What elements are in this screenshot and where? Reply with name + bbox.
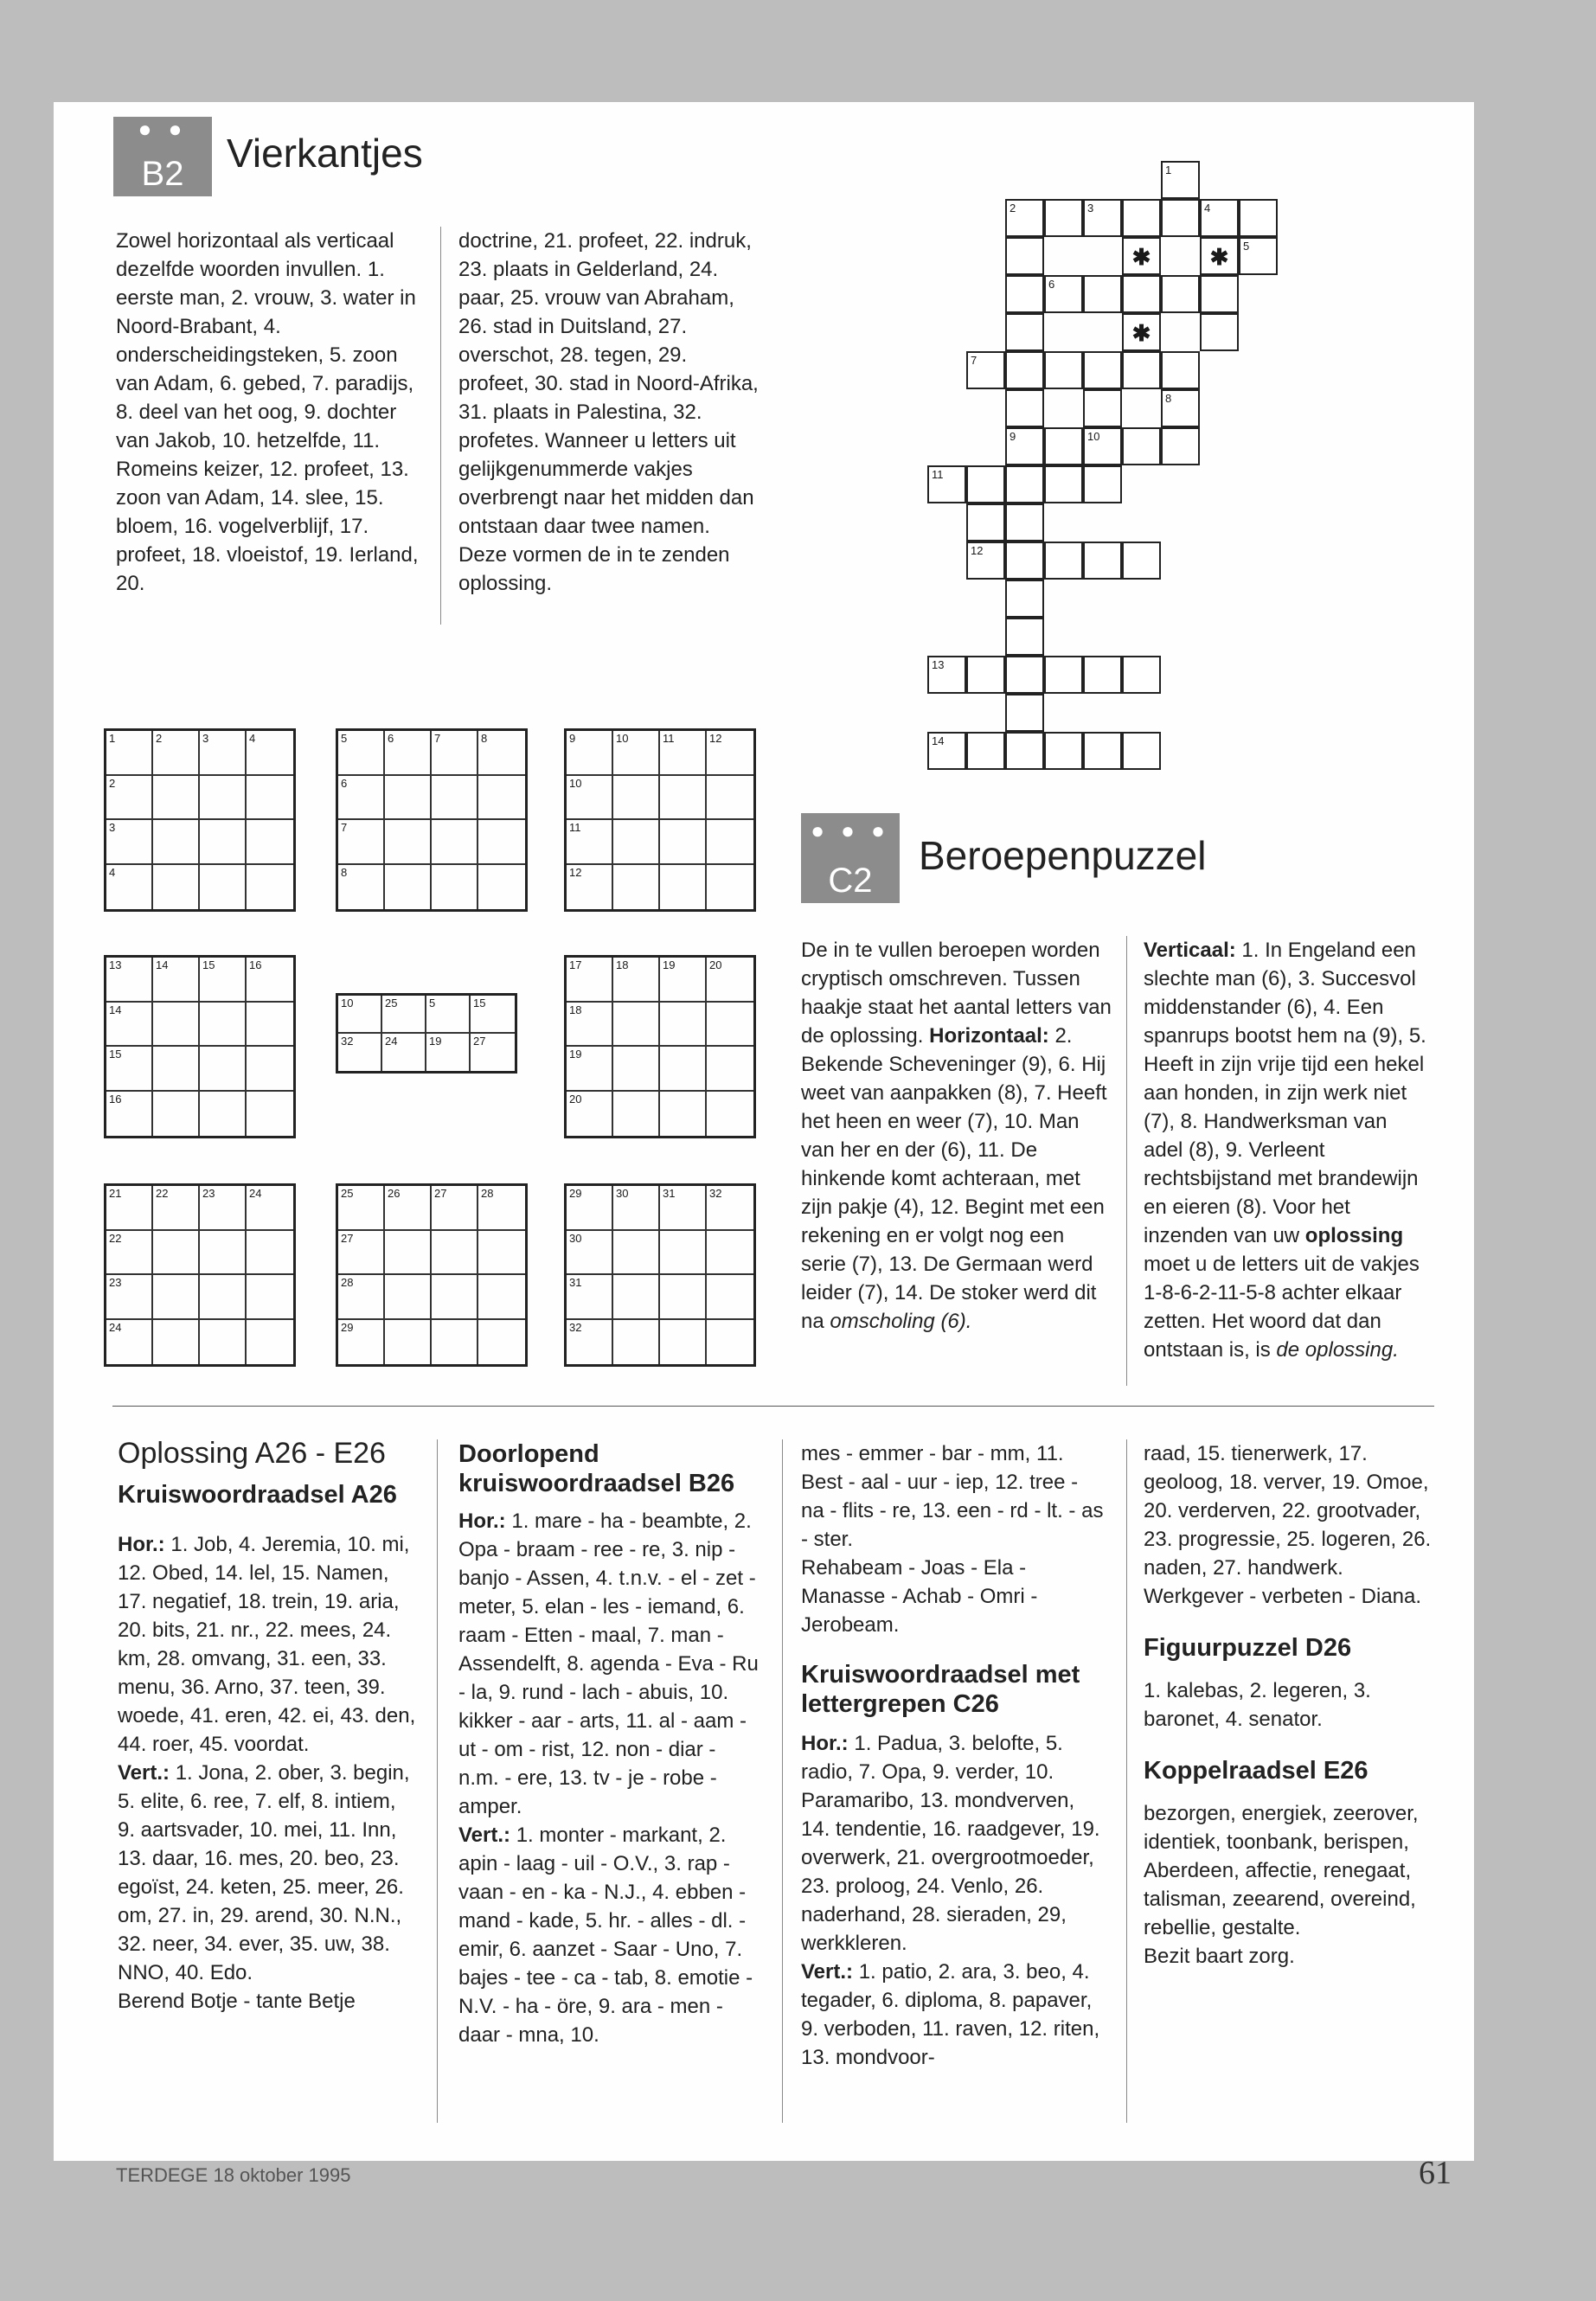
grid-cell[interactable] xyxy=(707,1092,753,1137)
grid-cell[interactable] xyxy=(200,1047,247,1092)
grid-cell[interactable] xyxy=(660,1047,707,1092)
crossword-cell[interactable] xyxy=(1239,237,1278,275)
grid-cell[interactable] xyxy=(613,776,660,821)
crossword-cell[interactable] xyxy=(1083,427,1122,465)
grid-cell[interactable]: 8 xyxy=(338,865,385,910)
crossword-cell[interactable] xyxy=(1005,389,1044,427)
grid-cell[interactable]: 2 xyxy=(106,776,153,821)
column-divider xyxy=(782,1439,783,2123)
crossword-cell[interactable] xyxy=(1083,542,1122,580)
grid-cell[interactable]: 1 xyxy=(106,731,153,776)
crossword-cell[interactable] xyxy=(966,542,1005,580)
word-square-grid xyxy=(104,955,296,1138)
grid-cell[interactable] xyxy=(385,865,432,910)
grid-cell[interactable] xyxy=(660,865,707,910)
grid-cell[interactable]: 7 xyxy=(338,820,385,865)
grid-cell[interactable] xyxy=(613,1047,660,1092)
grid-cell[interactable] xyxy=(707,1003,753,1048)
crossword-cell[interactable] xyxy=(966,503,1005,542)
c2-title: Beroepenpuzzel xyxy=(919,833,1207,878)
grid-cell[interactable] xyxy=(707,1320,753,1365)
grid-cell[interactable]: 27 xyxy=(432,1186,478,1231)
crossword-cell[interactable] xyxy=(927,656,966,694)
grid-cell[interactable] xyxy=(153,1231,200,1276)
crossword-cell[interactable] xyxy=(1200,199,1239,237)
crossword-cell[interactable] xyxy=(966,656,1005,694)
grid-cell[interactable]: 18 xyxy=(567,1003,613,1048)
grid-cell[interactable] xyxy=(200,865,247,910)
grid-cell[interactable] xyxy=(613,820,660,865)
crossword-cell[interactable] xyxy=(1083,656,1122,694)
grid-cell[interactable] xyxy=(432,776,478,821)
grid-cell[interactable]: 22 xyxy=(106,1231,153,1276)
grid-cell[interactable] xyxy=(707,1047,753,1092)
crossword-cell[interactable] xyxy=(1083,389,1122,427)
grid-cell[interactable] xyxy=(247,820,293,865)
c2-col2 xyxy=(1144,936,1429,1364)
crossword-cell[interactable] xyxy=(1005,199,1044,237)
word-square-grid xyxy=(564,955,756,1138)
crossword-cell[interactable] xyxy=(1005,313,1044,351)
crossword-cell[interactable] xyxy=(1122,656,1161,694)
c2-hor-label: Horizontaal: xyxy=(929,1024,1049,1048)
grid-cell[interactable] xyxy=(153,865,200,910)
solutions-col3 xyxy=(801,1439,1104,2072)
word-square-grid xyxy=(336,1183,528,1367)
grid-cell[interactable]: 14 xyxy=(106,1003,153,1048)
grid-cell[interactable]: 19 xyxy=(660,958,707,1003)
solutions-col4 xyxy=(1144,1439,1438,1971)
grid-cell[interactable] xyxy=(200,1320,247,1365)
grid-cell[interactable]: 10 xyxy=(613,731,660,776)
c2-col1 xyxy=(801,936,1112,1336)
grid-cell[interactable]: 3 xyxy=(106,820,153,865)
puzzle-code: C2 xyxy=(828,862,873,900)
footer-magazine: TERDEGE 18 oktober 1995 xyxy=(116,2164,351,2186)
grid-cell[interactable] xyxy=(247,1092,293,1137)
grid-cell[interactable] xyxy=(153,1275,200,1320)
kl-vert: 1. patio, 2. ara, 3. beo, 4. tegader, 6. diploma, 8. papaver, 9. verboden, 11. raven, 12. riten, 13. mondvoor- xyxy=(801,1960,1100,2069)
clue-number: 7 xyxy=(971,354,977,367)
star-icon: ✱ xyxy=(1131,244,1151,270)
crossword-cell[interactable] xyxy=(1122,275,1161,313)
word-square-grid xyxy=(336,728,528,912)
crossword-cell[interactable] xyxy=(1044,199,1083,237)
crossword-cell[interactable] xyxy=(1200,275,1239,313)
crossword-cell[interactable] xyxy=(966,351,1005,389)
c2-vert-label: Verticaal: xyxy=(1144,939,1236,962)
c2-hor-clues: 2. Bekende Scheveninger (9), 6. Hij weet van aanpakken (8), 7. Heeft het heen en weer (7), 10. Man van her en der (6), 11. De hinkende komt achteraan, met zijn pakje (4), 12. Begint met een rekening en er volgt nog een serie (7), 13. De Germaan werd leider (7), 14. De stoker werd dit na xyxy=(801,1024,1107,1333)
column-divider xyxy=(437,1439,438,2123)
crossword-cell[interactable] xyxy=(1161,199,1200,237)
grid-cell[interactable] xyxy=(385,1231,432,1276)
crossword-cell[interactable] xyxy=(1005,351,1044,389)
grid-cell[interactable] xyxy=(200,1003,247,1048)
column-divider xyxy=(440,227,441,625)
grid-cell[interactable]: 15 xyxy=(106,1047,153,1092)
grid-cell[interactable]: 12 xyxy=(567,865,613,910)
grid-cell[interactable]: 32 xyxy=(567,1320,613,1365)
crossword-cell[interactable] xyxy=(1083,199,1122,237)
grid-cell[interactable]: 23 xyxy=(106,1275,153,1320)
crossword-cell[interactable] xyxy=(1161,389,1200,427)
grid-cell[interactable] xyxy=(660,1231,707,1276)
grid-cell[interactable]: 19 xyxy=(567,1047,613,1092)
c2-send-italic: de oplossing. xyxy=(1276,1338,1399,1362)
grid-cell[interactable] xyxy=(200,1231,247,1276)
kl-extra: Werkgever - verbeten - Diana. xyxy=(1144,1585,1422,1608)
grid-cell[interactable]: 30 xyxy=(567,1231,613,1276)
difficulty-dots: ● ● xyxy=(138,116,188,142)
column-divider xyxy=(1126,936,1127,1386)
c2-send-rest: moet u de letters uit de vakjes 1-8-6-2-11-5-8 achter elkaar zetten. Het woord dat dan ontstaan is, is xyxy=(1144,1253,1420,1362)
crossword-cell[interactable] xyxy=(1161,351,1200,389)
grid-cell[interactable]: 31 xyxy=(567,1275,613,1320)
center-solution-grid xyxy=(336,993,517,1074)
grid-cell[interactable]: 14 xyxy=(153,958,200,1003)
grid-cell[interactable]: 10 xyxy=(338,996,382,1034)
grid-cell[interactable] xyxy=(385,1320,432,1365)
crossword-cell[interactable] xyxy=(1083,275,1122,313)
column-divider xyxy=(1126,1439,1127,2123)
grid-cell[interactable]: 24 xyxy=(247,1186,293,1231)
crossword-cell[interactable] xyxy=(1161,427,1200,465)
grid-cell[interactable]: 21 xyxy=(106,1186,153,1231)
grid-cell[interactable]: 25 xyxy=(338,1186,385,1231)
b2-title: Vierkantjes xyxy=(227,131,423,176)
grid-cell[interactable]: 28 xyxy=(478,1186,525,1231)
word-square-grid xyxy=(564,728,756,912)
crossword-cell[interactable] xyxy=(1239,199,1278,237)
grid-cell[interactable]: 26 xyxy=(385,1186,432,1231)
crossword-cell[interactable] xyxy=(1005,542,1044,580)
grid-cell[interactable] xyxy=(153,1003,200,1048)
grid-cell[interactable]: 11 xyxy=(660,731,707,776)
grid-cell[interactable]: 32 xyxy=(707,1186,753,1231)
grid-cell[interactable] xyxy=(707,820,753,865)
grid-cell[interactable] xyxy=(660,1092,707,1137)
fp-d26-title: Figuurpuzzel D26 xyxy=(1144,1634,1352,1662)
grid-cell[interactable]: 2 xyxy=(153,731,200,776)
c2-badge xyxy=(801,813,900,903)
grid-cell[interactable] xyxy=(478,776,525,821)
crossword-cell[interactable] xyxy=(966,732,1005,770)
grid-cell[interactable] xyxy=(247,1003,293,1048)
grid-cell[interactable]: 6 xyxy=(338,776,385,821)
grid-cell[interactable]: 30 xyxy=(613,1186,660,1231)
grid-cell[interactable]: 17 xyxy=(567,958,613,1003)
crossword-cell[interactable] xyxy=(1161,161,1200,199)
grid-cell[interactable] xyxy=(385,820,432,865)
dk-continued: mes - emmer - bar - mm, 11. Best - aal - uur - iep, 12. tree - na - flits - re, 13. een - rd - lt. - as - ster. xyxy=(801,1442,1104,1551)
clue-number: 9 xyxy=(1010,430,1016,443)
grid-cell[interactable] xyxy=(613,1003,660,1048)
crossword-cell[interactable] xyxy=(1044,275,1083,313)
grid-cell[interactable] xyxy=(613,1092,660,1137)
crossword-cell[interactable] xyxy=(1200,313,1239,351)
grid-cell[interactable]: 7 xyxy=(432,731,478,776)
grid-cell[interactable] xyxy=(200,1092,247,1137)
grid-cell[interactable] xyxy=(478,1275,525,1320)
grid-cell[interactable] xyxy=(707,776,753,821)
grid-cell[interactable] xyxy=(478,865,525,910)
crossword-cell[interactable] xyxy=(1005,503,1044,542)
grid-cell[interactable]: 24 xyxy=(382,1034,426,1072)
grid-cell[interactable] xyxy=(613,1231,660,1276)
clue-number: 13 xyxy=(932,658,945,671)
dk-hor-label: Hor.: xyxy=(458,1509,506,1533)
kw-vert: 1. Jona, 2. ober, 3. begin, 5. elite, 6. ree, 7. elf, 8. intiem, 9. aartsvader, 10. mei, 11. Inn, 13. daar, 16. mes, 20. beo, 23. egoïst, 24. keten, 25. meer, 26. om, 27. in, 29. arend, 30. N.N., 32. neer, 34. ever, 35. uw, 38. NNO, 40. Edo. xyxy=(118,1761,410,1984)
grid-cell[interactable] xyxy=(247,1275,293,1320)
grid-cell[interactable]: 16 xyxy=(247,958,293,1003)
crossword-cell[interactable] xyxy=(1005,275,1044,313)
crossword-cell[interactable] xyxy=(1122,351,1161,389)
word-square-grid xyxy=(104,1183,296,1367)
grid-cell[interactable] xyxy=(432,1275,478,1320)
crossword-cell[interactable] xyxy=(1122,199,1161,237)
solutions-col2 xyxy=(458,1439,761,2049)
b2-instructions-col1 xyxy=(116,227,420,598)
b2-instructions-col2 xyxy=(458,227,763,598)
kl-hor: 1. Padua, 3. belofte, 5. radio, 7. Opa, 9. verder, 10. Paramaribo, 13. mondverven, 14. tendentie, 16. raadgever, 19. overwerk, 21. overgrootmoeder, 23. proloog, 24. Venlo, 26. naderhand, 28. sieraden, 29, werkkleren. xyxy=(801,1732,1100,1955)
kl-hor-label: Hor.: xyxy=(801,1732,849,1755)
kw-a26-title: Kruiswoordraadsel A26 xyxy=(118,1481,397,1509)
grid-cell[interactable] xyxy=(432,820,478,865)
puzzle-code: B2 xyxy=(141,155,184,193)
crossword-cell[interactable] xyxy=(1122,427,1161,465)
grid-cell[interactable] xyxy=(478,1320,525,1365)
crossword-cell[interactable] xyxy=(1083,465,1122,503)
grid-cell[interactable]: 4 xyxy=(106,865,153,910)
word-square-grid xyxy=(104,728,296,912)
grid-cell[interactable] xyxy=(660,1320,707,1365)
clue-number: 1 xyxy=(1165,163,1172,176)
kw-hor-label: Hor.: xyxy=(118,1533,165,1556)
grid-cell[interactable]: 15 xyxy=(471,996,515,1034)
grid-cell[interactable] xyxy=(660,776,707,821)
star-icon: ✱ xyxy=(1209,244,1229,270)
grid-cell[interactable] xyxy=(660,1275,707,1320)
grid-cell[interactable]: 5 xyxy=(338,731,385,776)
b2-badge xyxy=(113,117,212,196)
crossword-cell[interactable] xyxy=(1005,580,1044,618)
grid-cell[interactable] xyxy=(432,1231,478,1276)
crossword-cell[interactable] xyxy=(1005,465,1044,503)
word-square-grid xyxy=(564,1183,756,1367)
grid-cell[interactable]: 24 xyxy=(106,1320,153,1365)
grid-cell[interactable]: 23 xyxy=(200,1186,247,1231)
kl-continued: raad, 15. tienerwerk, 17. geoloog, 18. verver, 19. Omoe, 20. verderven, 22. grootvader, 23. progressie, 25. logeren, 26. naden, 27. handwerk. xyxy=(1144,1442,1432,1580)
grid-cell[interactable] xyxy=(153,1047,200,1092)
crossword-cell[interactable] xyxy=(1122,313,1161,351)
crossword-cell[interactable] xyxy=(1161,275,1200,313)
crossword-cell[interactable] xyxy=(1005,427,1044,465)
crossword-cell[interactable] xyxy=(1083,732,1122,770)
grid-cell[interactable]: 31 xyxy=(660,1186,707,1231)
grid-cell[interactable] xyxy=(247,865,293,910)
clue-number: 4 xyxy=(1204,202,1211,215)
section-separator xyxy=(112,1406,1434,1407)
grid-cell[interactable]: 13 xyxy=(106,958,153,1003)
grid-cell[interactable] xyxy=(247,1047,293,1092)
grid-cell[interactable] xyxy=(613,1320,660,1365)
grid-cell[interactable] xyxy=(247,1231,293,1276)
grid-cell[interactable] xyxy=(153,1320,200,1365)
grid-cell[interactable]: 32 xyxy=(338,1034,382,1072)
grid-cell[interactable]: 27 xyxy=(338,1231,385,1276)
crossword-cell[interactable] xyxy=(1005,237,1044,275)
grid-cell[interactable] xyxy=(247,776,293,821)
grid-cell[interactable]: 20 xyxy=(707,958,753,1003)
crossword-cell[interactable] xyxy=(1005,656,1044,694)
grid-cell[interactable] xyxy=(432,865,478,910)
crossword-cell[interactable] xyxy=(1044,542,1083,580)
grid-cell[interactable] xyxy=(613,1275,660,1320)
grid-cell[interactable] xyxy=(153,1092,200,1137)
kp-extra: Bezit baart zorg. xyxy=(1144,1945,1295,1968)
grid-cell[interactable]: 20 xyxy=(567,1092,613,1137)
crossword-cell[interactable] xyxy=(1122,237,1161,275)
dk-hor: 1. mare - ha - beambte, 2. Opa - braam - ree - re, 3. nip - banjo - Assen, 4. t.n.v. - el - zet - meter, 5. elan - les - iemand, 6. raam - Etten - maal, 7. man - Assendelft, 8. agenda - Eva - Ru - la, 9. rund - lach - abuis, 10. kikker - aar - arts, 11. al - aam - ut - om - rist, 12. non - diar - n.m. - ere, 13. tv - je - robe - amper. xyxy=(458,1509,759,1818)
dk-names: Rehabeam - Joas - Ela - Manasse - Achab - Omri - Jerobeam. xyxy=(801,1556,1038,1637)
crossword-cell[interactable] xyxy=(1044,732,1083,770)
crossword-cell[interactable] xyxy=(1122,542,1161,580)
clue-number: 10 xyxy=(1087,430,1100,443)
grid-cell[interactable]: 5 xyxy=(426,996,471,1034)
crossword-cell[interactable] xyxy=(927,465,966,503)
kp-e26-title: Koppelraadsel E26 xyxy=(1144,1757,1368,1785)
grid-cell[interactable] xyxy=(200,1275,247,1320)
crossword-cell[interactable] xyxy=(1044,465,1083,503)
grid-cell[interactable] xyxy=(707,1231,753,1276)
crossword-cell[interactable] xyxy=(1122,732,1161,770)
grid-cell[interactable]: 28 xyxy=(338,1275,385,1320)
clue-number: 8 xyxy=(1165,392,1172,405)
grid-cell[interactable]: 4 xyxy=(247,731,293,776)
crossword-cell[interactable] xyxy=(1200,237,1239,275)
grid-cell[interactable]: 10 xyxy=(567,776,613,821)
clue-number: 3 xyxy=(1087,202,1094,215)
grid-cell[interactable]: 3 xyxy=(200,731,247,776)
fp-text: 1. kalebas, 2. legeren, 3. baronet, 4. senator. xyxy=(1144,1679,1371,1731)
grid-cell[interactable]: 12 xyxy=(707,731,753,776)
crossword-cell[interactable] xyxy=(1083,351,1122,389)
grid-cell[interactable] xyxy=(200,820,247,865)
clue-number: 11 xyxy=(932,468,944,481)
crossword-cell[interactable] xyxy=(966,465,1005,503)
b2-clues-part1: Zowel horizontaal als verticaal dezelfde woorden invullen. 1. eerste man, 2. vrouw, 3. water in Noord-Brabant, 4. onderscheidingsteken, 5. zoon van Adam, 6. gebed, 7. paradijs, 8. deel van het oog, 9. dochter van Jakob, 10. hetzelfde, 11. Romeins keizer, 12. profeet, 13. zoon van Adam, 14. slee, 15. bloem, 16. vogelverblijf, 17. profeet, 18. vloeistof, 19. Ierland, 20. xyxy=(116,229,419,595)
crossword-cell[interactable] xyxy=(1005,694,1044,732)
grid-cell[interactable] xyxy=(385,1275,432,1320)
solutions-heading: Oplossing A26 - E26 xyxy=(118,1437,386,1470)
c2-hor-tail: omscholing (6). xyxy=(830,1310,972,1333)
crossword-cell[interactable] xyxy=(1044,427,1083,465)
grid-cell[interactable]: 6 xyxy=(385,731,432,776)
grid-cell[interactable]: 16 xyxy=(106,1092,153,1137)
c2-intro: De in te vullen beroepen worden cryptisch omschreven. Tussen haakje staat het aantal letters van de oplossing. xyxy=(801,939,1112,1048)
clue-number: 14 xyxy=(932,734,945,747)
grid-cell[interactable] xyxy=(385,776,432,821)
grid-cell[interactable] xyxy=(660,1003,707,1048)
grid-cell[interactable]: 29 xyxy=(567,1186,613,1231)
kw-vert-label: Vert.: xyxy=(118,1761,170,1785)
grid-cell[interactable] xyxy=(707,1275,753,1320)
c2-vert-clues: 1. In Engeland een slechte man (6), 3. Succesvol middenstander (6), 4. Een spanrups bootst hem na (9), 5. Heeft in zijn vrije tijd een hekel aan honden, in zijn werk niet (7), 8. Handwerksman van adel (8), 9. Verleent rechtsbijstand met brandewijn en eieren (8). xyxy=(1144,939,1426,1219)
grid-cell[interactable]: 18 xyxy=(613,958,660,1003)
grid-cell[interactable]: 29 xyxy=(338,1320,385,1365)
clue-number: 5 xyxy=(1243,240,1250,253)
clue-number: 12 xyxy=(971,544,984,557)
grid-cell[interactable]: 19 xyxy=(426,1034,471,1072)
grid-cell[interactable] xyxy=(153,820,200,865)
grid-cell[interactable]: 22 xyxy=(153,1186,200,1231)
grid-cell[interactable]: 27 xyxy=(473,1034,486,1048)
dk-vert-label: Vert.: xyxy=(458,1823,511,1847)
kw-extra: Berend Botje - tante Betje xyxy=(118,1990,356,2013)
clue-number: 6 xyxy=(1048,278,1055,291)
grid-cell[interactable] xyxy=(707,865,753,910)
grid-cell[interactable]: 25 xyxy=(382,996,426,1034)
grid-cell[interactable] xyxy=(478,820,525,865)
grid-cell[interactable] xyxy=(153,776,200,821)
page-number: 61 xyxy=(1419,2155,1452,2191)
solutions-col1 xyxy=(118,1439,416,2016)
difficulty-dots: ● ● ● xyxy=(811,817,890,843)
grid-cell[interactable] xyxy=(478,1231,525,1276)
grid-cell[interactable] xyxy=(247,1320,293,1365)
kl-c26-title: Kruiswoordraadsel met lettergrepen C26 xyxy=(801,1661,1080,1718)
crossword-cell[interactable] xyxy=(1005,732,1044,770)
kl-vert-label: Vert.: xyxy=(801,1960,854,1984)
dk-vert: 1. monter - markant, 2. apin - laag - uil - O.V., 3. rap - vaan - en - ka - N.J., 4. ebben - mand - kade, 5. hr. - alles - dl. - emir, 6. aanzet - Saar - Uno, 7. bajes - tee - ca - tab, 8. emotie - N.V. - ha - öre, 9. ara - men - daar - mna, 10. xyxy=(458,1823,753,2047)
grid-cell[interactable]: 9 xyxy=(567,731,613,776)
grid-cell[interactable] xyxy=(200,776,247,821)
c2-send-bold: oplossing xyxy=(1304,1224,1404,1247)
crossword-cell[interactable] xyxy=(1044,656,1083,694)
star-icon: ✱ xyxy=(1131,320,1151,346)
grid-cell[interactable]: 11 xyxy=(567,820,613,865)
kw-hor: 1. Job, 4. Jeremia, 10. mi, 12. Obed, 14. lel, 15. Namen, 17. negatief, 18. trein, 19. aria, 20. bits, 21. nr., 22. mees, 24. km, 28. omvang, 31. een, 33. menu, 36. Arno, 37. teen, 39. woede, 41. eren, 42. ei, 43. den, 44. roer, 45. voordat. xyxy=(118,1533,416,1756)
grid-cell[interactable]: 8 xyxy=(478,731,525,776)
kp-text: bezorgen, energiek, zeerover, identiek, toonbank, berispen, Aberdeen, affectie, renegaat, talisman, zeearend, overeind, rebellie, gestalte. xyxy=(1144,1802,1419,1939)
grid-cell[interactable] xyxy=(432,1320,478,1365)
crossword-cell[interactable] xyxy=(1044,351,1083,389)
c2-send-text: Voor het inzenden van uw xyxy=(1144,1195,1350,1247)
grid-cell[interactable] xyxy=(613,865,660,910)
grid-cell[interactable]: 15 xyxy=(200,958,247,1003)
crossword-cell[interactable] xyxy=(927,732,966,770)
b2-clues-part2: doctrine, 21. profeet, 22. indruk, 23. plaats in Gelderland, 24. paar, 25. vrouw van Abraham, 26. stad in Duitsland, 27. overschot, 28. tegen, 29. profeet, 30. stad in Noord-Afrika, 31. plaats in Palestina, 32. profetes. Wanneer u letters uit gelijkgenummerde vakjes overbrengt naar het midden dan ontstaan daar twee namen. Deze vormen de in te zenden oplossing. xyxy=(458,229,759,595)
dk-b26-title: Doorlopend kruiswoordraadsel B26 xyxy=(458,1440,735,1497)
grid-cell[interactable] xyxy=(660,820,707,865)
clue-number: 2 xyxy=(1010,202,1016,215)
crossword-cell[interactable] xyxy=(1005,618,1044,656)
